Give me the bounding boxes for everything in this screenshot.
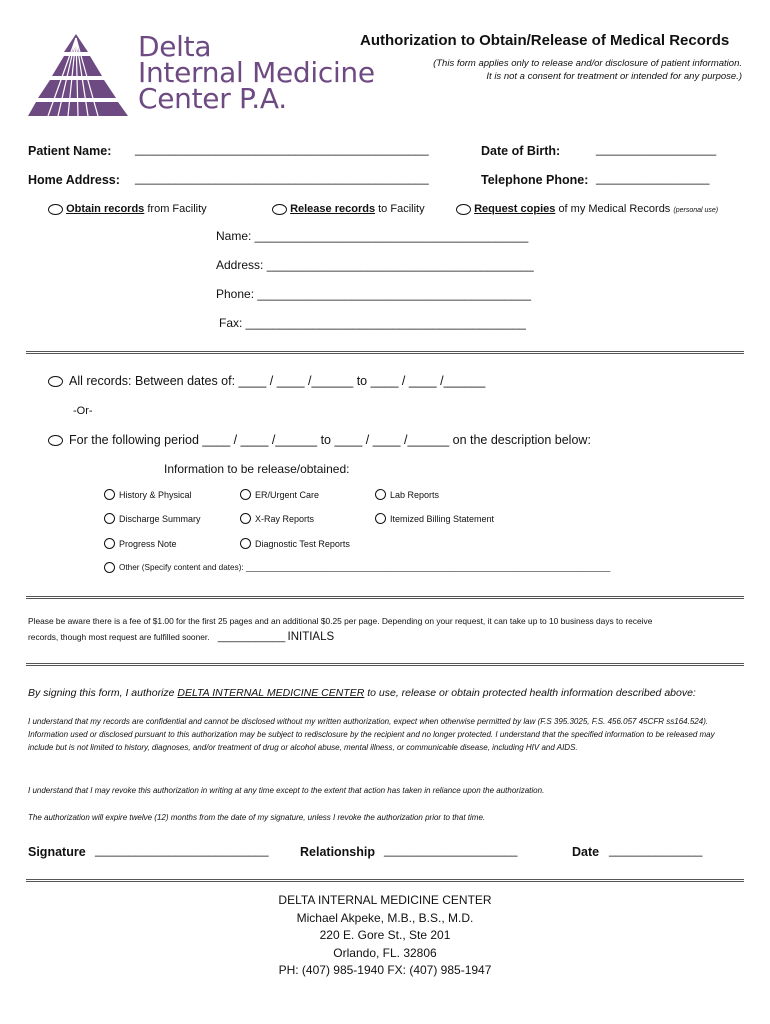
- facility-address-field[interactable]: Address: ________________________________________: [216, 258, 534, 272]
- radio-icon[interactable]: [48, 376, 63, 387]
- logo-icon: [28, 34, 136, 118]
- relationship-field[interactable]: ____________________: [384, 843, 518, 857]
- form-title: Authorization to Obtain/Release of Medical Records: [360, 32, 730, 49]
- fee-notice-line2: records, though most request are fulfilled sooner. ___________ INITIALS: [28, 631, 335, 643]
- record-discharge[interactable]: Discharge Summary: [104, 513, 201, 524]
- record-progress[interactable]: Progress Note: [104, 538, 177, 549]
- authorization-intro: By signing this form, I authorize DELTA INTERNAL MEDICINE CENTER to use, release or obtain protected health information described above:: [28, 687, 696, 699]
- home-address-label: Home Address:: [28, 173, 120, 187]
- home-address-field[interactable]: ____________________________________________: [135, 171, 429, 185]
- divider: [26, 596, 744, 599]
- option-period[interactable]: For the following period ____ / ____ /______ to ____ / ____ /______ on the description below:: [48, 433, 591, 447]
- facility-name-field[interactable]: Name: _________________________________________: [216, 229, 529, 243]
- divider: [26, 351, 744, 354]
- option-request[interactable]: Request copies of my Medical Records (personal use): [456, 203, 718, 215]
- divider: [26, 663, 744, 666]
- facility-fax-field[interactable]: Fax: __________________________________________: [219, 316, 526, 330]
- radio-icon[interactable]: [456, 204, 471, 215]
- date-field[interactable]: ______________: [609, 843, 703, 857]
- radio-icon[interactable]: [375, 489, 386, 500]
- date-label: Date: [572, 845, 600, 859]
- revocation-paragraph: I understand that I may revoke this authorization in writing at any time except to the extent that action has taken in reliance upon the authorization.: [28, 786, 545, 795]
- telephone-field[interactable]: _________________: [596, 171, 710, 185]
- form-note-1: (This form applies only to release and/or disclosure of patient information.: [433, 58, 742, 69]
- divider: [26, 879, 744, 882]
- confidentiality-paragraph: I understand that my records are confidential and cannot be disclosed without my written authorization, expect when otherwise permitted by law (F.S 395.3025, F.S. 456.057 45CFR ss164.524). Information used or disclosed pursuant to this authorization may be subject to redisclosure by the recipient and no longer protected. I understand that the specified information to be released may include but is not limited to history, diagnoses, and/or treatment of drug or alcohol abuse, mental illness, or communicable disease, including HIV and AIDS.: [28, 717, 715, 752]
- relationship-label: Relationship: [300, 845, 376, 859]
- record-lab[interactable]: Lab Reports: [375, 489, 439, 500]
- radio-icon[interactable]: [240, 538, 251, 549]
- telephone-label: Telephone Phone:: [481, 173, 589, 187]
- record-er[interactable]: ER/Urgent Care: [240, 489, 319, 500]
- fee-notice-line1: Please be aware there is a fee of $1.00 for the first 25 pages and an additional $0.25 per page. Depending on your request, it can take up to 10 business days to receive: [28, 616, 653, 626]
- signature-field[interactable]: __________________________: [95, 843, 269, 857]
- option-all-records[interactable]: All records: Between dates of: ____ / ____ /______ to ____ / ____ /______: [48, 374, 485, 388]
- info-heading: Information to be release/obtained:: [164, 462, 350, 476]
- option-obtain[interactable]: Obtain records from Facility: [48, 203, 207, 215]
- initials-field[interactable]: ___________: [217, 631, 286, 643]
- dob-field[interactable]: __________________: [596, 142, 717, 156]
- or-separator: -Or-: [73, 405, 93, 417]
- record-billing[interactable]: Itemized Billing Statement: [375, 513, 494, 524]
- radio-icon[interactable]: [104, 562, 115, 573]
- radio-icon[interactable]: [104, 489, 115, 500]
- form-note-2: It is not a consent for treatment or intended for any purpose.): [486, 71, 742, 82]
- initials-label: INITIALS: [287, 631, 335, 643]
- option-release[interactable]: Release records to Facility: [272, 203, 425, 215]
- radio-icon[interactable]: [272, 204, 287, 215]
- patient-name-field[interactable]: ____________________________________________: [135, 142, 429, 156]
- record-diagnostic[interactable]: Diagnostic Test Reports: [240, 538, 350, 549]
- radio-icon[interactable]: [104, 513, 115, 524]
- logo-wordmark: Delta Internal Medicine Center P.A.: [138, 30, 375, 115]
- record-xray[interactable]: X-Ray Reports: [240, 513, 314, 524]
- patient-name-label: Patient Name:: [28, 144, 112, 158]
- radio-icon[interactable]: [240, 513, 251, 524]
- record-other[interactable]: Other (Specify content and dates): ________________________________________________________________________________: [104, 562, 610, 573]
- radio-icon[interactable]: [48, 204, 63, 215]
- footer-address: DELTA INTERNAL MEDICINE CENTER Michael Akpeke, M.B., B.S., M.D. 220 E. Gore St., Ste 201 Orlando, FL. 32806 PH: (407) 985-1940 FX: (407) 985-1947: [278, 893, 492, 977]
- dob-label: Date of Birth:: [481, 144, 561, 158]
- expiration-paragraph: The authorization will expire twelve (12) months from the date of my signature, unless I revoke the authorization prior to that time.: [28, 813, 486, 822]
- record-history[interactable]: History & Physical: [104, 489, 192, 500]
- radio-icon[interactable]: [375, 513, 386, 524]
- radio-icon[interactable]: [104, 538, 115, 549]
- radio-icon[interactable]: [240, 489, 251, 500]
- signature-label: Signature: [28, 845, 86, 859]
- radio-icon[interactable]: [48, 435, 63, 446]
- facility-phone-field[interactable]: Phone: _________________________________________: [216, 287, 531, 301]
